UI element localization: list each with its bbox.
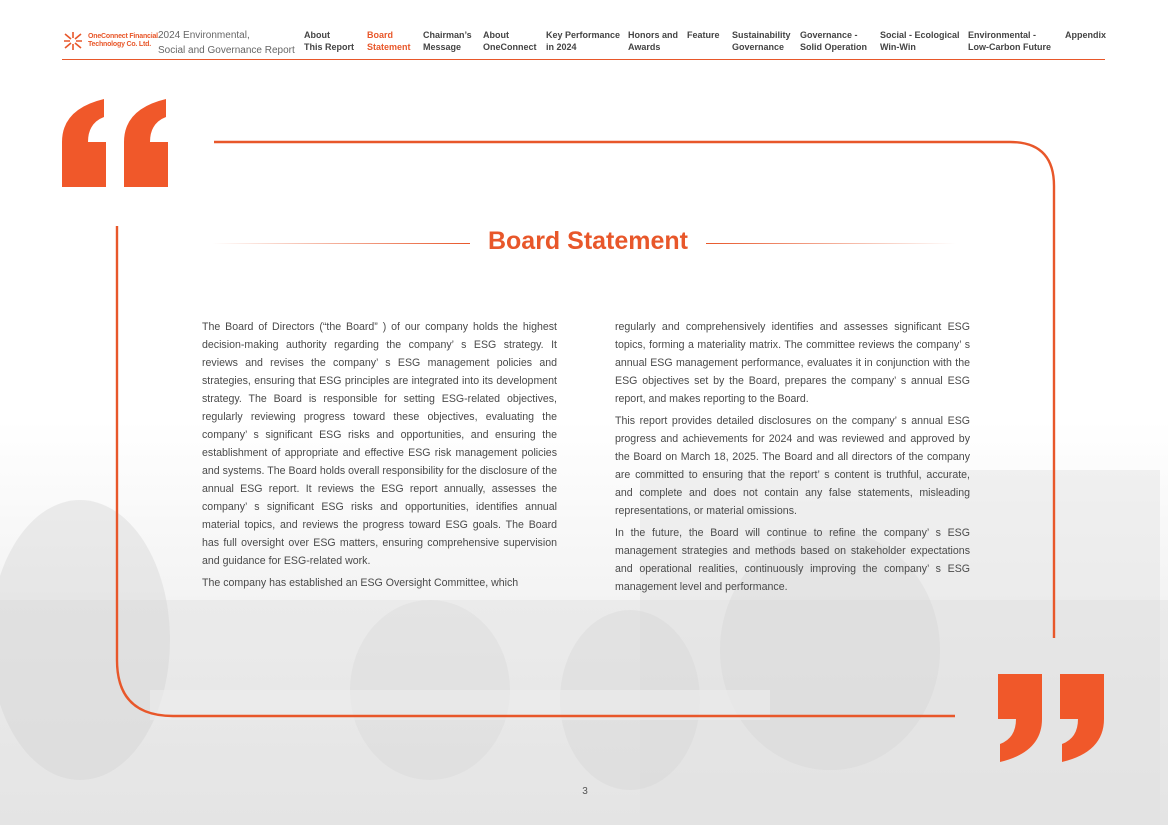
oneconnect-logo-icon (62, 30, 84, 52)
title-divider-right (706, 243, 956, 244)
nav-label-line1: Sustainability (732, 30, 791, 40)
title-divider-left (212, 243, 470, 244)
company-logo[interactable] (62, 30, 158, 52)
nav-label-line2: Governance (732, 42, 785, 52)
nav-social-ecological-win-win[interactable] (880, 29, 960, 53)
nav-label-line1: Key Performance (546, 30, 621, 40)
nav-label-line2: This Report (304, 42, 355, 52)
nav-label-line1: Honors and (628, 30, 679, 40)
close-quote-icon (996, 674, 1108, 764)
nav-about-oneconnect[interactable] (483, 29, 537, 53)
right-text-column (615, 318, 970, 600)
open-quote-icon (60, 97, 172, 187)
nav-label-line1: Appendix (1065, 30, 1107, 40)
paragraph: regularly and comprehensively identifies and assesses significant ESG topics, forming a materiality matrix. The committee reviews the company’ s annual ESG management performance, evaluates it in conjunction with the ESG objectives set by the Board, prepares the company’ s annual ESG report, and makes reporting to the Board. (615, 321, 970, 405)
paragraph: This report provides detailed disclosures on the company’ s annual ESG progress and achievements for 2024 and was reviewed and approved by the Board on March 18, 2025. The Board and all directors of the company are committed to ensuring that the report’ s content is truthful, accurate, and complete and does not contain any false statements, misleading representations, or material omissions. (615, 415, 970, 517)
nav-label-line1: About (483, 30, 509, 40)
nav-label-line1: Governance - (800, 30, 858, 40)
section-title-block (212, 226, 956, 262)
nav-label-line1: Board (367, 30, 394, 40)
logo-text (88, 33, 158, 49)
page-title: Board Statement (487, 227, 689, 255)
nav-label-line2: in 2024 (546, 42, 577, 52)
report-title (158, 28, 295, 58)
nav-label-line2: Win-Win (880, 42, 916, 52)
nav-label-line1: Environmental - (968, 30, 1037, 40)
paragraph: The Board of Directors (“the Board” ) of our company holds the highest decision-making authority regarding the company’ s ESG strategy. It reviews and revises the company’ s ESG management policies and strategies, ensuring that ESG principles are integrated into its development strategy. The Board is responsible for setting ESG-related objectives, regularly reviewing progress toward these objectives, evaluating the company’ s significant ESG risks and opportunities, and ensuring the establishment of appropriate and effective ESG risk management policies and systems. The Board holds overall responsibility for the disclosure of the annual ESG report. It reviews the ESG report annually, assesses the company’ s significant ESG risks and opportunities, identifies annual material topics, and reviews the progress toward ESG goals. The Board has full oversight over ESG matters, ensuring comprehensive supervision and guidance for ESG-related work. (202, 321, 557, 567)
nav-key-performance[interactable] (546, 29, 620, 53)
nav-label-line2: Low-Carbon Future (968, 42, 1051, 52)
report-title-line1: 2024 Environmental, (158, 30, 250, 41)
nav-feature[interactable] (687, 29, 720, 41)
nav-label-line2: Awards (628, 42, 661, 52)
nav-label-line1: Feature (687, 30, 720, 40)
header-divider (62, 59, 1105, 60)
nav-appendix[interactable] (1065, 29, 1106, 41)
nav-sustainability-governance[interactable] (732, 29, 791, 53)
nav-environmental-low-carbon-future[interactable] (968, 29, 1051, 53)
logo-text-line1: OneConnect Financial (88, 33, 158, 40)
nav-honors-and-awards[interactable] (628, 29, 678, 53)
page-header (62, 26, 1105, 60)
nav-label-line1: Social - Ecological (880, 30, 960, 40)
nav-about-this-report[interactable] (304, 29, 354, 53)
paragraph: In the future, the Board will continue to refine the company’ s ESG management strategies and methods based on stakeholder expectations and operational realities, continuously improving the company’ s ESG management level and performance. (615, 527, 970, 593)
nav-label-line2: Solid Operation (800, 42, 868, 52)
left-text-column (202, 318, 557, 596)
paragraph: The company has established an ESG Oversight Committee, which (202, 577, 519, 589)
nav-board-statement[interactable] (367, 29, 411, 53)
nav-chairmans-message[interactable] (423, 29, 472, 53)
nav-label-line1: Chairman’s (423, 30, 472, 40)
report-title-line2: Social and Governance Report (158, 45, 295, 56)
nav-governance-solid-operation[interactable] (800, 29, 867, 53)
nav-label-line2: Statement (367, 42, 411, 52)
nav-label-line2: OneConnect (483, 42, 537, 52)
nav-label-line2: Message (423, 42, 462, 52)
logo-text-line2: Technology Co. Ltd. (88, 41, 151, 48)
page-number: 3 (582, 786, 588, 797)
nav-label-line1: About (304, 30, 330, 40)
